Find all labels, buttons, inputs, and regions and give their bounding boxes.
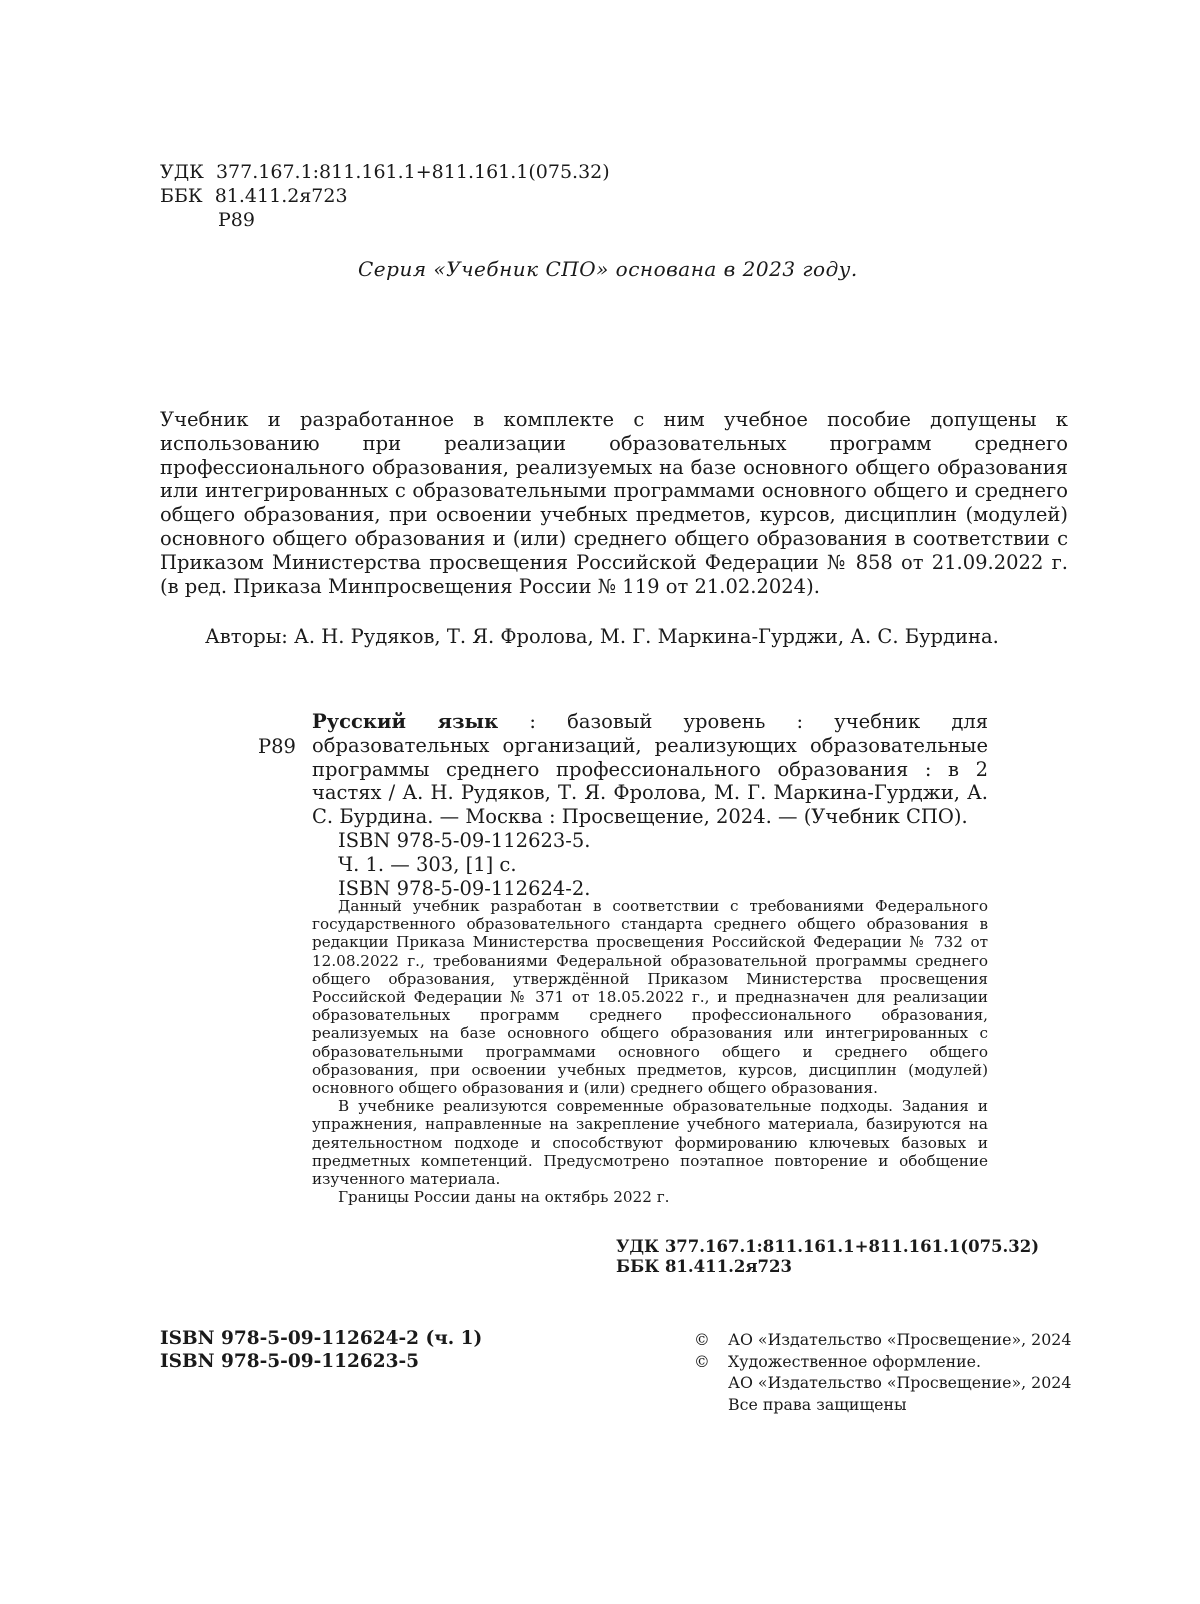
copyright-icon: ©	[694, 1330, 710, 1349]
annotation-paragraph-3: Границы России даны на октябрь 2022 г.	[338, 1188, 670, 1207]
copyright-icon: ©	[694, 1351, 710, 1371]
authors-line: Авторы: А. Н. Рудяков, Т. Я. Фролова, М. Г. Маркина-Гурджи, А. С. Бурдина.	[205, 625, 999, 648]
biblio-author-mark: Р89	[258, 735, 296, 758]
annotation-paragraph-2: В учебнике реализуются современные образовательные подходы. Задания и упражнения, направленные на закрепление учебного материала, базируются на деятельностном подходе и способствуют формированию ключевых базовых и предметных компетенций. Предусмотрено поэтапное повторение и обобщение изученного материала.	[312, 1097, 988, 1189]
isbn-part: ISBN 978-5-09-112624-2.	[338, 876, 591, 900]
bottom-classification-codes	[616, 1237, 1039, 1277]
series-note: Серия «Учебник СПО» основана в 2023 году.	[358, 257, 858, 281]
copyright-line-2: © Художественное оформление.	[694, 1351, 982, 1371]
udk-code: УДК 377.167.1:811.161.1+811.161.1(075.32)	[160, 161, 610, 183]
isbn-block	[160, 1327, 482, 1373]
approval-paragraph: Учебник и разработанное в комплекте с ним учебное пособие допущены к использованию при реализации образовательных программ среднего профессионального образования, реализуемых на базе основного общего образования или интегрированных с образовательными программами основного общего и среднего общего образования, при освоении учебных предметов, курсов, дисциплин (модулей) основного общего образования и (или) среднего общего образования в соответствии с Приказом Министерства просвещения Российской Федерации № 858 от 21.09.2022 г. (в ред. Приказа Минпросвещения России № 119 от 21.02.2024).	[160, 408, 1068, 598]
isbn-set: ISBN 978-5-09-112623-5.	[338, 828, 591, 852]
isbn-line-1: ISBN 978-5-09-112624-2 (ч. 1)	[160, 1328, 483, 1349]
book-description: : базовый уровень : учебник для образовательных организаций, реализующих образовательные программы среднего профессионального образования : в 2 частях / А. Н. Рудяков, Т. Я. Фролова, М. Г. Маркина-Гурджи, А. С. Бурдина. — Москва : Просвещение, 2024. — (Учебник СПО).	[312, 710, 989, 829]
bottom-udk-code: УДК 377.167.1:811.161.1+811.161.1(075.32)	[616, 1237, 1040, 1256]
bottom-bbk-code: ББК 81.411.2я723	[616, 1257, 792, 1276]
copyright-line-4: Все права защищены	[728, 1394, 907, 1414]
bbk-code: ББК 81.411.2я723	[160, 185, 348, 207]
top-classification-codes	[160, 160, 610, 232]
author-mark: Р89	[218, 209, 255, 231]
copyright-line-3: АО «Издательство «Просвещение», 2024	[728, 1373, 1072, 1392]
copyright-line-1: © АО «Издательство «Просвещение», 2024	[694, 1330, 1072, 1349]
part-pages: Ч. 1. — 303, [1] с.	[338, 852, 517, 876]
copyright-block	[694, 1329, 1071, 1415]
biblio-main	[312, 710, 988, 829]
book-title: Русский язык	[312, 710, 499, 733]
annotation-paragraph-1: Данный учебник разработан в соответствии с требованиями Федерального государственного образовательного стандарта среднего общего образования в редакции Приказа Министерства просвещения Российской Федерации № 732 от 12.08.2022 г., требованиями Федеральной образовательной программы среднего общего образования, утверждённой Приказом Министерства просвещения Российской Федерации № 371 от 18.05.2022 г., и предназначен для реализации образовательных программ среднего профессионального образования, реализуемых на базе основного общего образования или интегрированных с образовательными программами основного общего и среднего общего образования, при освоении учебных предметов, курсов, дисциплин (модулей) основного общего образования и (или) среднего общего образования.	[312, 897, 988, 1098]
annotation	[312, 897, 988, 1206]
isbn-line-2: ISBN 978-5-09-112623-5	[160, 1351, 420, 1372]
bibliographic-description	[312, 710, 988, 900]
